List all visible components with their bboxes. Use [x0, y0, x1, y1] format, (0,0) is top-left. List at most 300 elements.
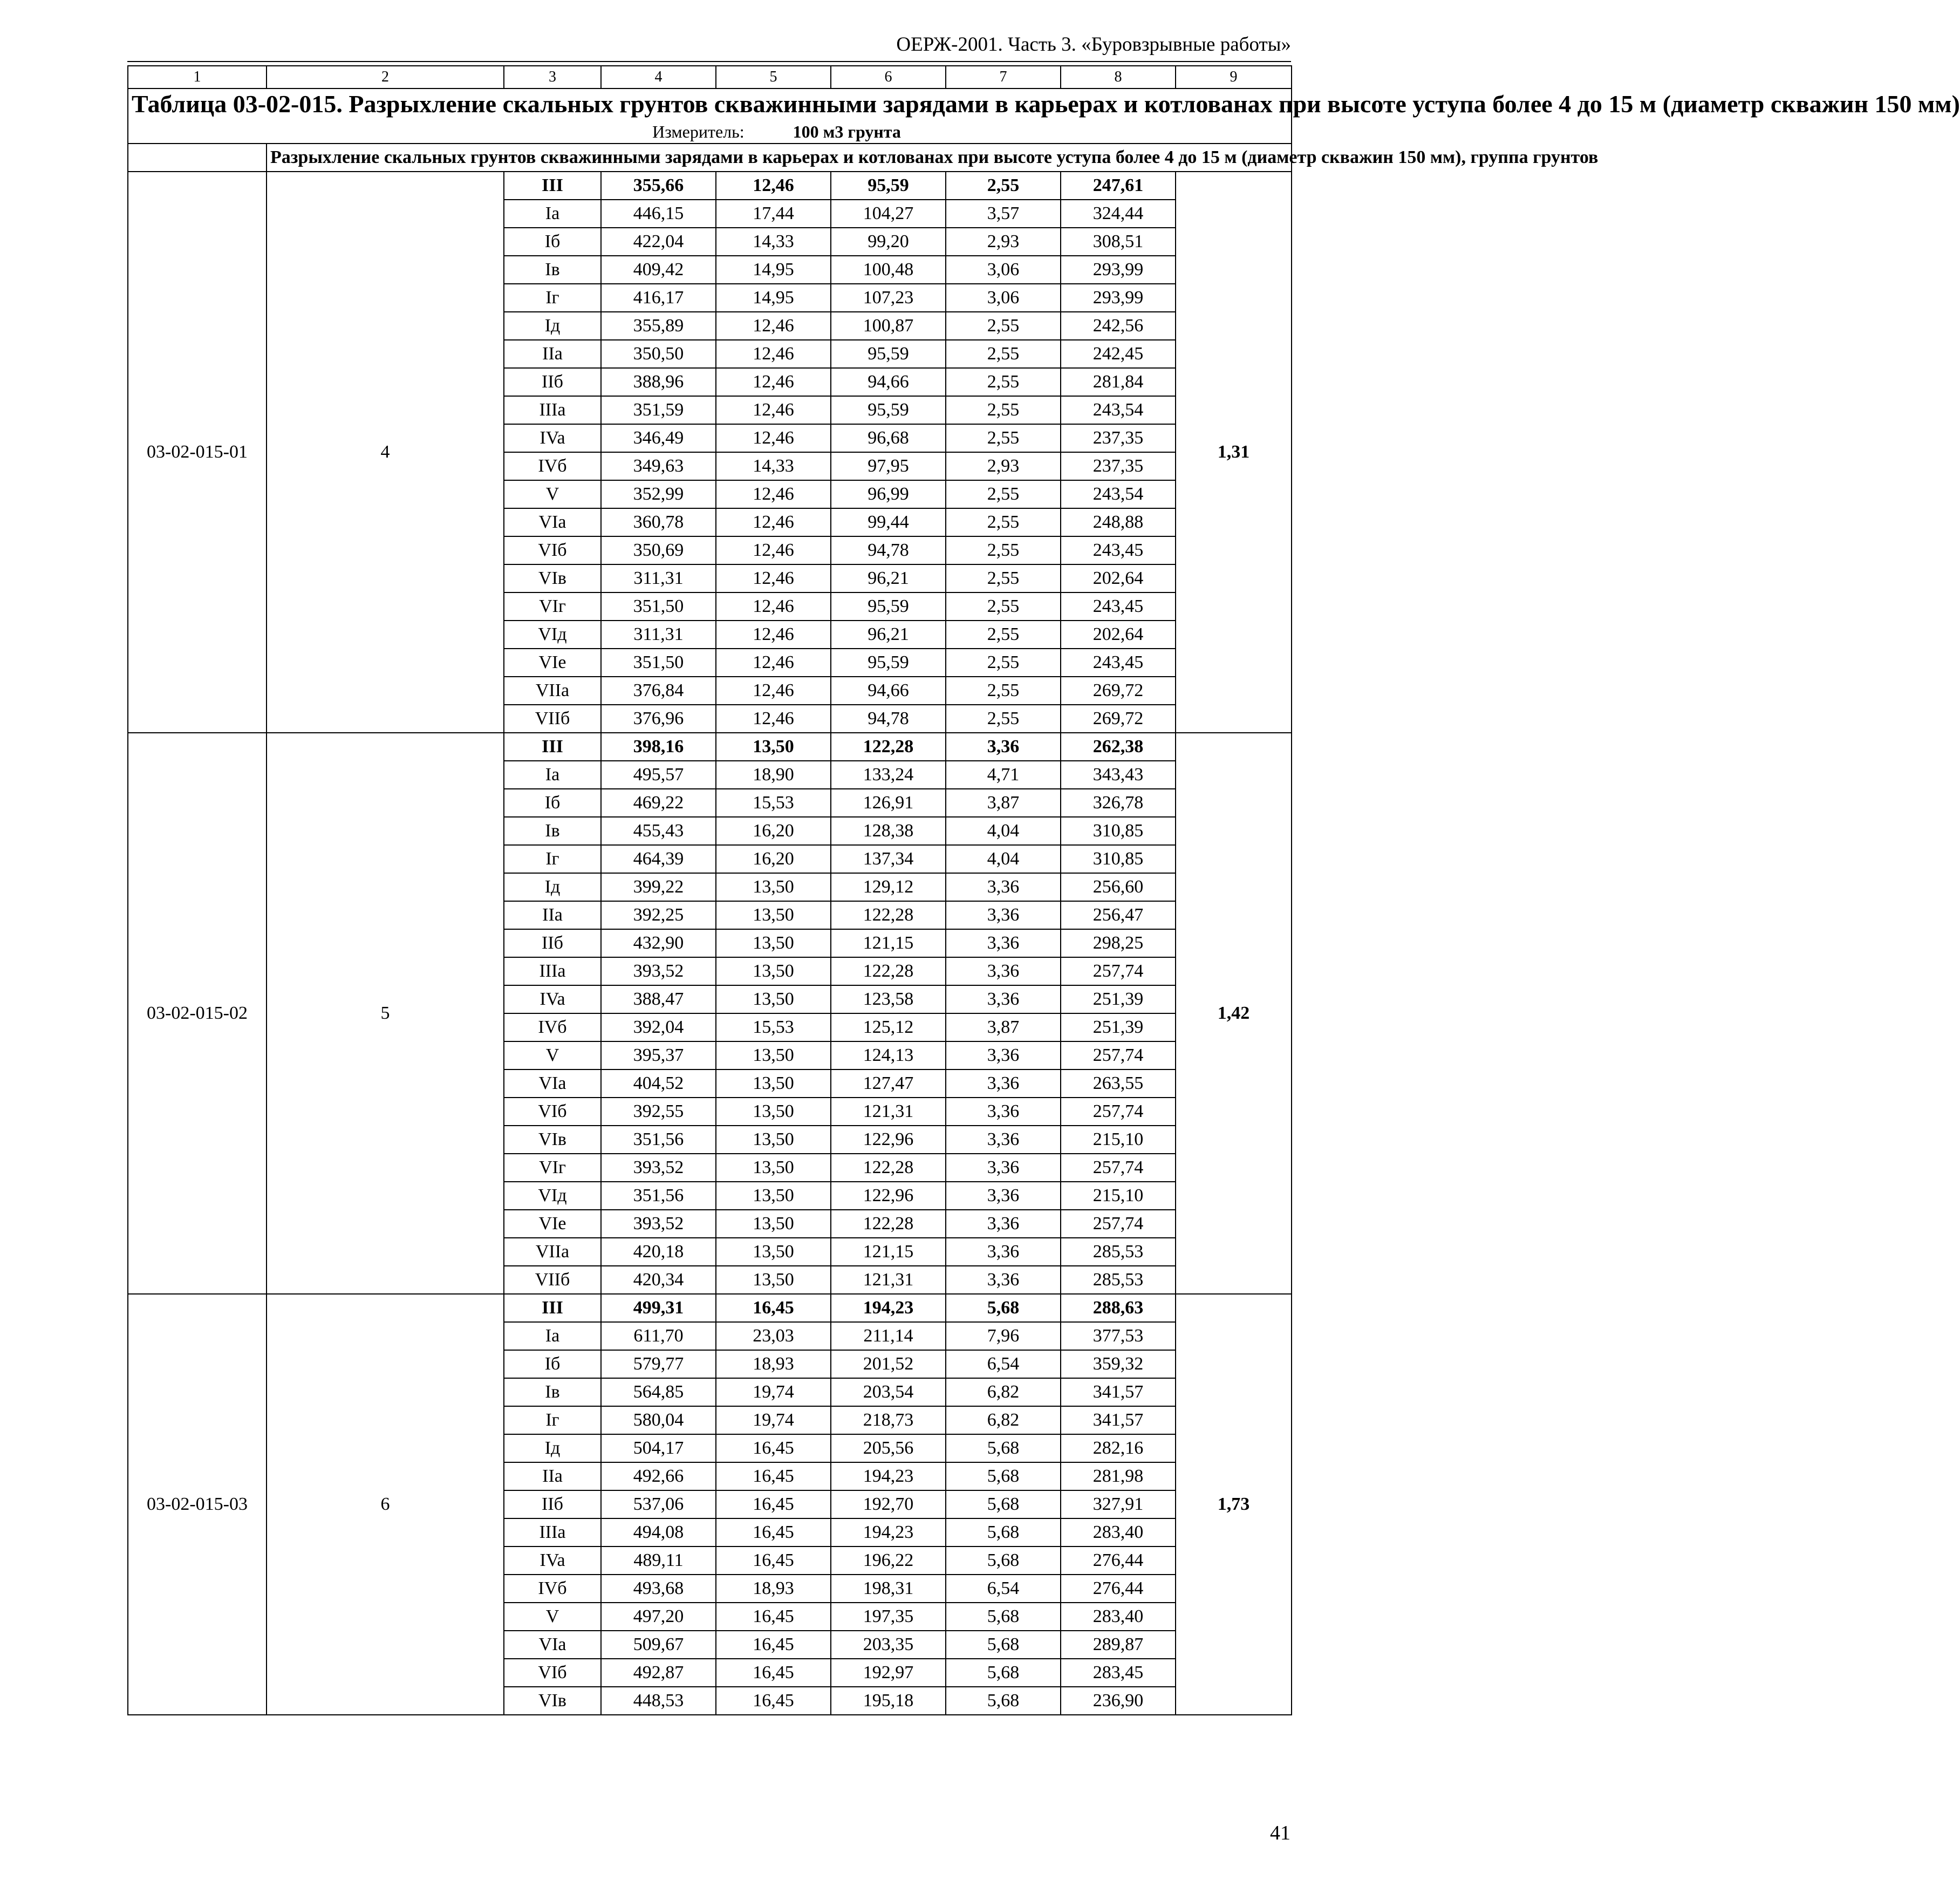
value-cell: 3,36 [946, 901, 1061, 929]
value-cell: 398,16 [601, 733, 716, 761]
soil-group-cell: IIIa [504, 396, 601, 424]
value-cell: 2,93 [946, 228, 1061, 256]
value-cell: 311,31 [601, 621, 716, 649]
value-cell: 16,45 [716, 1603, 831, 1631]
value-cell: 243,45 [1061, 536, 1176, 564]
norm-number: 4 [267, 172, 504, 733]
value-cell: 464,39 [601, 845, 716, 873]
coefficient-cell: 1,73 [1176, 1294, 1292, 1715]
value-cell: 393,52 [601, 957, 716, 985]
value-cell: 3,36 [946, 957, 1061, 985]
soil-group-cell: VIд [504, 1182, 601, 1210]
value-cell: 12,46 [716, 564, 831, 592]
value-cell: 376,84 [601, 677, 716, 705]
value-cell: 203,35 [831, 1631, 946, 1659]
value-cell: 122,28 [831, 1210, 946, 1238]
value-cell: 285,53 [1061, 1238, 1176, 1266]
soil-group-cell: Iд [504, 873, 601, 901]
value-cell: 16,20 [716, 817, 831, 845]
value-cell: 14,95 [716, 284, 831, 312]
value-cell: 96,68 [831, 424, 946, 452]
value-cell: 137,34 [831, 845, 946, 873]
value-cell: 393,52 [601, 1154, 716, 1182]
value-cell: 126,91 [831, 789, 946, 817]
value-cell: 3,36 [946, 985, 1061, 1013]
soil-group-cell: IIIa [504, 1518, 601, 1546]
soil-group-cell: IIa [504, 1462, 601, 1490]
value-cell: 95,59 [831, 340, 946, 368]
value-cell: 14,33 [716, 228, 831, 256]
value-cell: 392,25 [601, 901, 716, 929]
value-cell: 497,20 [601, 1603, 716, 1631]
soil-group-cell: VIб [504, 1659, 601, 1687]
value-cell: 15,53 [716, 1013, 831, 1041]
value-cell: 341,57 [1061, 1406, 1176, 1434]
value-cell: 202,64 [1061, 564, 1176, 592]
soil-group-cell: VIa [504, 1069, 601, 1098]
value-cell: 242,45 [1061, 340, 1176, 368]
soil-group-cell: III [504, 1294, 601, 1322]
value-cell: 122,96 [831, 1182, 946, 1210]
value-cell: 16,20 [716, 845, 831, 873]
value-cell: 420,18 [601, 1238, 716, 1266]
value-cell: 127,47 [831, 1069, 946, 1098]
value-cell: 12,46 [716, 705, 831, 733]
value-cell: 293,99 [1061, 256, 1176, 284]
value-cell: 3,36 [946, 1238, 1061, 1266]
value-cell: 289,87 [1061, 1631, 1176, 1659]
value-cell: 13,50 [716, 1238, 831, 1266]
column-number: 8 [1061, 66, 1176, 88]
value-cell: 121,31 [831, 1098, 946, 1126]
soil-group-cell: IIб [504, 929, 601, 957]
soil-group-cell: VIIa [504, 677, 601, 705]
value-cell: 202,64 [1061, 621, 1176, 649]
value-cell: 99,20 [831, 228, 946, 256]
value-cell: 16,45 [716, 1490, 831, 1518]
column-numbers-row [128, 66, 1292, 88]
value-cell: 3,36 [946, 1154, 1061, 1182]
value-cell: 310,85 [1061, 845, 1176, 873]
value-cell: 579,77 [601, 1350, 716, 1378]
value-cell: 243,54 [1061, 480, 1176, 508]
soil-group-cell: VIe [504, 1210, 601, 1238]
value-cell: 99,44 [831, 508, 946, 536]
value-cell: 12,46 [716, 508, 831, 536]
value-cell: 13,50 [716, 901, 831, 929]
value-cell: 416,17 [601, 284, 716, 312]
value-cell: 282,16 [1061, 1434, 1176, 1462]
value-cell: 192,70 [831, 1490, 946, 1518]
column-number: 1 [128, 66, 267, 88]
coefficient-cell: 1,31 [1176, 172, 1292, 733]
soil-group-cell: VIa [504, 1631, 601, 1659]
value-cell: 257,74 [1061, 1098, 1176, 1126]
value-cell: 218,73 [831, 1406, 946, 1434]
value-cell: 122,28 [831, 733, 946, 761]
value-cell: 16,45 [716, 1546, 831, 1575]
value-cell: 5,68 [946, 1659, 1061, 1687]
value-cell: 509,67 [601, 1631, 716, 1659]
value-cell: 13,50 [716, 1266, 831, 1294]
value-cell: 351,56 [601, 1182, 716, 1210]
soil-group-cell: Iг [504, 1406, 601, 1434]
value-cell: 351,56 [601, 1126, 716, 1154]
value-cell: 201,52 [831, 1350, 946, 1378]
value-cell: 5,68 [946, 1434, 1061, 1462]
value-cell: 499,31 [601, 1294, 716, 1322]
value-cell: 350,69 [601, 536, 716, 564]
value-cell: 192,97 [831, 1659, 946, 1687]
value-cell: 2,55 [946, 677, 1061, 705]
value-cell: 243,54 [1061, 396, 1176, 424]
value-cell: 455,43 [601, 817, 716, 845]
soil-group-cell: VIe [504, 649, 601, 677]
value-cell: 96,21 [831, 621, 946, 649]
value-cell: 215,10 [1061, 1182, 1176, 1210]
norms-table [127, 65, 1960, 1715]
value-cell: 16,45 [716, 1659, 831, 1687]
value-cell: 248,88 [1061, 508, 1176, 536]
value-cell: 3,36 [946, 1182, 1061, 1210]
value-cell: 96,99 [831, 480, 946, 508]
value-cell: 448,53 [601, 1687, 716, 1715]
value-cell: 13,50 [716, 873, 831, 901]
soil-group-cell: Iв [504, 256, 601, 284]
value-cell: 18,93 [716, 1350, 831, 1378]
value-cell: 97,95 [831, 452, 946, 480]
value-cell: 2,55 [946, 592, 1061, 621]
value-cell: 13,50 [716, 733, 831, 761]
value-cell: 3,36 [946, 929, 1061, 957]
norm-code: 03-02-015-01 [128, 172, 267, 733]
value-cell: 269,72 [1061, 677, 1176, 705]
soil-group-cell: V [504, 480, 601, 508]
value-cell: 293,99 [1061, 284, 1176, 312]
value-cell: 95,59 [831, 649, 946, 677]
value-cell: 3,36 [946, 1098, 1061, 1126]
table-row [128, 733, 1292, 761]
value-cell: 492,66 [601, 1462, 716, 1490]
soil-group-cell: IIa [504, 901, 601, 929]
value-cell: 288,63 [1061, 1294, 1176, 1322]
value-cell: 360,78 [601, 508, 716, 536]
soil-group-cell: VIIб [504, 1266, 601, 1294]
soil-group-cell: VIв [504, 564, 601, 592]
value-cell: 469,22 [601, 789, 716, 817]
value-cell: 18,93 [716, 1575, 831, 1603]
value-cell: 3,36 [946, 1126, 1061, 1154]
value-cell: 243,45 [1061, 649, 1176, 677]
value-cell: 493,68 [601, 1575, 716, 1603]
value-cell: 3,36 [946, 1210, 1061, 1238]
soil-group-cell: VIa [504, 508, 601, 536]
value-cell: 257,74 [1061, 1154, 1176, 1182]
value-cell: 12,46 [716, 592, 831, 621]
soil-group-cell: Iд [504, 1434, 601, 1462]
description-row [128, 144, 1292, 172]
value-cell: 404,52 [601, 1069, 716, 1098]
value-cell: 14,95 [716, 256, 831, 284]
value-cell: 350,50 [601, 340, 716, 368]
header-rule [127, 61, 1291, 62]
value-cell: 257,74 [1061, 1210, 1176, 1238]
soil-group-cell: VIIб [504, 705, 601, 733]
soil-group-cell: VIб [504, 536, 601, 564]
value-cell: 327,91 [1061, 1490, 1176, 1518]
value-cell: 95,59 [831, 396, 946, 424]
value-cell: 492,87 [601, 1659, 716, 1687]
value-cell: 2,55 [946, 508, 1061, 536]
value-cell: 326,78 [1061, 789, 1176, 817]
value-cell: 5,68 [946, 1631, 1061, 1659]
value-cell: 243,45 [1061, 592, 1176, 621]
value-cell: 16,45 [716, 1434, 831, 1462]
value-cell: 19,74 [716, 1378, 831, 1406]
value-cell: 2,55 [946, 172, 1061, 200]
value-cell: 349,63 [601, 452, 716, 480]
value-cell: 422,04 [601, 228, 716, 256]
value-cell: 6,54 [946, 1575, 1061, 1603]
value-cell: 341,57 [1061, 1378, 1176, 1406]
value-cell: 351,50 [601, 592, 716, 621]
value-cell: 355,89 [601, 312, 716, 340]
value-cell: 4,04 [946, 817, 1061, 845]
value-cell: 122,28 [831, 957, 946, 985]
soil-group-cell: V [504, 1603, 601, 1631]
value-cell: 3,57 [946, 200, 1061, 228]
column-number: 5 [716, 66, 831, 88]
column-number: 6 [831, 66, 946, 88]
value-cell: 276,44 [1061, 1575, 1176, 1603]
table-title: Таблица 03-02-015. Разрыхление скальных грунтов скважинными зарядами в карьерах и котлованах при высоте уступа более 4 до 15 м (диаметр скважин 150 мм) [132, 90, 1960, 118]
value-cell: 13,50 [716, 957, 831, 985]
value-cell: 2,55 [946, 312, 1061, 340]
soil-group-cell: III [504, 733, 601, 761]
value-cell: 276,44 [1061, 1546, 1176, 1575]
value-cell: 343,43 [1061, 761, 1176, 789]
value-cell: 94,66 [831, 368, 946, 396]
value-cell: 308,51 [1061, 228, 1176, 256]
value-cell: 2,55 [946, 424, 1061, 452]
value-cell: 2,55 [946, 340, 1061, 368]
value-cell: 2,55 [946, 621, 1061, 649]
value-cell: 121,31 [831, 1266, 946, 1294]
value-cell: 94,66 [831, 677, 946, 705]
soil-group-cell: IVб [504, 1013, 601, 1041]
value-cell: 13,50 [716, 929, 831, 957]
value-cell: 352,99 [601, 480, 716, 508]
coefficient-cell: 1,42 [1176, 733, 1292, 1294]
value-cell: 3,06 [946, 284, 1061, 312]
norm-code: 03-02-015-03 [128, 1294, 267, 1715]
value-cell: 94,78 [831, 536, 946, 564]
value-cell: 205,56 [831, 1434, 946, 1462]
soil-group-cell: III [504, 172, 601, 200]
value-cell: 388,96 [601, 368, 716, 396]
value-cell: 489,11 [601, 1546, 716, 1575]
value-cell: 311,31 [601, 564, 716, 592]
column-number: 7 [946, 66, 1061, 88]
value-cell: 257,74 [1061, 1041, 1176, 1069]
value-cell: 395,37 [601, 1041, 716, 1069]
soil-group-cell: Iг [504, 845, 601, 873]
value-cell: 104,27 [831, 200, 946, 228]
value-cell: 16,45 [716, 1294, 831, 1322]
value-cell: 7,96 [946, 1322, 1061, 1350]
column-number: 2 [267, 66, 504, 88]
value-cell: 16,45 [716, 1462, 831, 1490]
value-cell: 196,22 [831, 1546, 946, 1575]
description-cell: Разрыхление скальных грунтов скважинными зарядами в карьерах и котлованах при высоте уступа более 4 до 15 м (диаметр скважин 150 мм), группа грунтов [267, 144, 1292, 172]
value-cell: 194,23 [831, 1294, 946, 1322]
value-cell: 611,70 [601, 1322, 716, 1350]
value-cell: 351,50 [601, 649, 716, 677]
value-cell: 18,90 [716, 761, 831, 789]
value-cell: 495,57 [601, 761, 716, 789]
value-cell: 242,56 [1061, 312, 1176, 340]
soil-group-cell: IVa [504, 424, 601, 452]
soil-group-cell: VIв [504, 1126, 601, 1154]
value-cell: 94,78 [831, 705, 946, 733]
value-cell: 237,35 [1061, 424, 1176, 452]
value-cell: 12,46 [716, 312, 831, 340]
value-cell: 5,68 [946, 1490, 1061, 1518]
measure-line [265, 120, 1288, 143]
value-cell: 432,90 [601, 929, 716, 957]
value-cell: 494,08 [601, 1518, 716, 1546]
value-cell: 13,50 [716, 985, 831, 1013]
value-cell: 393,52 [601, 1210, 716, 1238]
value-cell: 128,38 [831, 817, 946, 845]
value-cell: 122,28 [831, 1154, 946, 1182]
value-cell: 13,50 [716, 1069, 831, 1098]
soil-group-cell: Ia [504, 200, 601, 228]
value-cell: 388,47 [601, 985, 716, 1013]
soil-group-cell: VIд [504, 621, 601, 649]
value-cell: 133,24 [831, 761, 946, 789]
value-cell: 12,46 [716, 424, 831, 452]
value-cell: 13,50 [716, 1210, 831, 1238]
value-cell: 3,36 [946, 733, 1061, 761]
soil-group-cell: Iв [504, 1378, 601, 1406]
soil-group-cell: Iв [504, 817, 601, 845]
value-cell: 285,53 [1061, 1266, 1176, 1294]
soil-group-cell: Iб [504, 228, 601, 256]
value-cell: 2,55 [946, 649, 1061, 677]
value-cell: 3,36 [946, 1041, 1061, 1069]
value-cell: 580,04 [601, 1406, 716, 1434]
table-row [128, 1294, 1292, 1322]
table-row [128, 172, 1292, 200]
norm-number: 5 [267, 733, 504, 1294]
value-cell: 123,58 [831, 985, 946, 1013]
value-cell: 236,90 [1061, 1687, 1176, 1715]
value-cell: 211,14 [831, 1322, 946, 1350]
value-cell: 195,18 [831, 1687, 946, 1715]
value-cell: 3,87 [946, 1013, 1061, 1041]
value-cell: 355,66 [601, 172, 716, 200]
value-cell: 203,54 [831, 1378, 946, 1406]
value-cell: 247,61 [1061, 172, 1176, 200]
column-number: 3 [504, 66, 601, 88]
soil-group-cell: V [504, 1041, 601, 1069]
page-header: ОЕРЖ-2001. Часть 3. «Буровзрывные работы» [896, 33, 1291, 56]
value-cell: 3,36 [946, 1069, 1061, 1098]
value-cell: 12,46 [716, 340, 831, 368]
value-cell: 3,06 [946, 256, 1061, 284]
value-cell: 215,10 [1061, 1126, 1176, 1154]
soil-group-cell: IIб [504, 368, 601, 396]
value-cell: 5,68 [946, 1294, 1061, 1322]
value-cell: 95,59 [831, 172, 946, 200]
column-number: 4 [601, 66, 716, 88]
soil-group-cell: Ia [504, 1322, 601, 1350]
soil-group-cell: IIб [504, 1490, 601, 1518]
value-cell: 256,60 [1061, 873, 1176, 901]
value-cell: 2,55 [946, 705, 1061, 733]
value-cell: 13,50 [716, 1126, 831, 1154]
value-cell: 96,21 [831, 564, 946, 592]
description-blank-cell [128, 144, 267, 172]
value-cell: 12,46 [716, 172, 831, 200]
measure-label: Измеритель: [652, 122, 745, 141]
value-cell: 564,85 [601, 1378, 716, 1406]
soil-group-cell: IVб [504, 452, 601, 480]
value-cell: 13,50 [716, 1041, 831, 1069]
value-cell: 283,40 [1061, 1518, 1176, 1546]
value-cell: 14,33 [716, 452, 831, 480]
value-cell: 16,45 [716, 1518, 831, 1546]
value-cell: 125,12 [831, 1013, 946, 1041]
soil-group-cell: VIIa [504, 1238, 601, 1266]
value-cell: 5,68 [946, 1462, 1061, 1490]
soil-group-cell: IVa [504, 1546, 601, 1575]
norm-code: 03-02-015-02 [128, 733, 267, 1294]
value-cell: 283,40 [1061, 1603, 1176, 1631]
value-cell: 6,82 [946, 1406, 1061, 1434]
value-cell: 17,44 [716, 200, 831, 228]
value-cell: 251,39 [1061, 985, 1176, 1013]
value-cell: 5,68 [946, 1546, 1061, 1575]
value-cell: 95,59 [831, 592, 946, 621]
value-cell: 346,49 [601, 424, 716, 452]
value-cell: 2,93 [946, 452, 1061, 480]
value-cell: 19,74 [716, 1406, 831, 1434]
value-cell: 409,42 [601, 256, 716, 284]
page-number: 41 [1270, 1822, 1290, 1844]
value-cell: 12,46 [716, 536, 831, 564]
value-cell: 2,55 [946, 396, 1061, 424]
value-cell: 256,47 [1061, 901, 1176, 929]
value-cell: 107,23 [831, 284, 946, 312]
value-cell: 281,98 [1061, 1462, 1176, 1490]
value-cell: 121,15 [831, 929, 946, 957]
value-cell: 2,55 [946, 564, 1061, 592]
soil-group-cell: IIa [504, 340, 601, 368]
value-cell: 16,45 [716, 1631, 831, 1659]
value-cell: 194,23 [831, 1462, 946, 1490]
value-cell: 2,55 [946, 480, 1061, 508]
value-cell: 446,15 [601, 200, 716, 228]
column-number: 9 [1176, 66, 1292, 88]
value-cell: 4,71 [946, 761, 1061, 789]
soil-group-cell: IVa [504, 985, 601, 1013]
table-title-row [128, 88, 1292, 144]
value-cell: 100,48 [831, 256, 946, 284]
value-cell: 12,46 [716, 649, 831, 677]
value-cell: 283,45 [1061, 1659, 1176, 1687]
